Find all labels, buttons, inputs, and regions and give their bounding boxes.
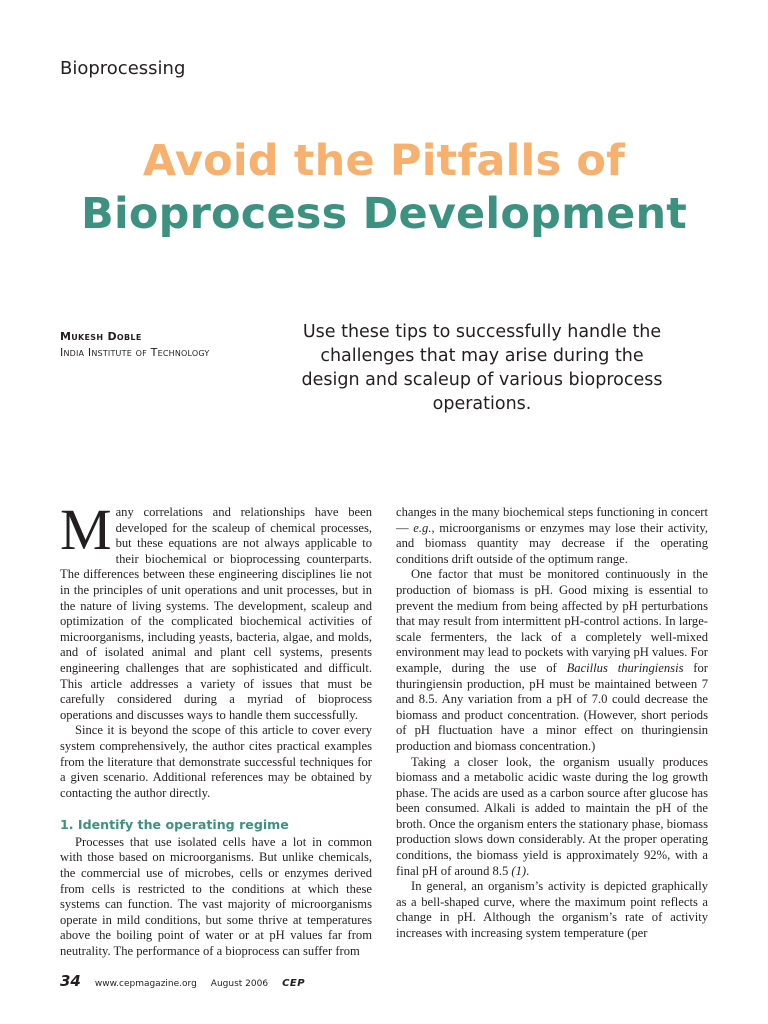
author-name: Mukesh Doble <box>60 330 142 343</box>
section-heading: 1. Identify the operating regime <box>60 817 289 833</box>
article-deck: Use these tips to successfully handle the challenges that may arise during the design and scaleup of various bioprocess operations. <box>301 322 663 414</box>
body-paragraph: Processes that use isolated cells have a lot in common with those based on microorganisms. But unlike chemicals, the commercial use of microbes, cells or enzymes derived from cells is restricted to the conditions at which these systems can function. The vast majority of microorganisms operate in mild conditions, but some thrive at temperatures above the boiling point of water or at pH values far from neutrality. The performance of a bioprocess can suffer from <box>60 834 372 959</box>
page-footer <box>60 972 305 990</box>
text-run: . <box>526 863 530 878</box>
body-paragraph <box>396 505 708 567</box>
page-number: 34 <box>60 972 81 990</box>
intro-text: any correlations and relationships have been developed for the scaleup of chemical processes, but these equations are not always applicable to their biochemical or bioprocessing counterparts. The differences between these engineering disciplines lie not in the principles of unit operations and unit processes, but in the nature of living systems. The development, scaleup and optimization of the complicated biochemical activities of microorganisms, including yeasts, bacteria, algae, and molds, and of isolated animal and plant cell systems, presents engineering challenges that are sophisticated and difficult. This article addresses a variety of issues that must be carefully considered during a myriad of bioprocess operations and discusses ways to handle them successfully. <box>60 505 372 722</box>
body-paragraph <box>396 567 708 754</box>
text-run: for thuringiensin production, pH must be maintained between 7 and 8.5. Any variation from a pH of 7.0 could decrease the biomass and product concentration. (However, short periods of pH fluctuation have a minor effect on thuringiensin production and biomass concentration.) <box>396 660 708 753</box>
species-name: Bacillus thuringiensis <box>566 660 684 675</box>
author-affiliation: India Institute of Technology <box>60 346 210 359</box>
text-run: , microorganisms or enzymes may lose their activity, and biomass quantity may decrease if the operating conditions drift outside of the optimum range. <box>396 520 708 566</box>
reference-citation: (1) <box>511 863 527 878</box>
drop-cap: M <box>60 497 112 562</box>
body-paragraph <box>396 755 708 880</box>
footer-date: August 2006 <box>210 979 269 989</box>
intro-paragraph <box>60 497 372 723</box>
cep-logo: CEP <box>282 978 306 989</box>
text-run: Taking a closer look, the organism usually produces biomass and a metabolic acidic waste during the log growth phase. The acids are used as a carbon source after glucose has been consumed. Alkali is added to maintain the pH of the broth. Once the organism enters the stationary phase, biomass production slows down considerably. At the proper operating conditions, the biomass yield is approximately 92%, with a final pH of around 8.5 <box>396 754 708 878</box>
body-paragraph: In general, an organism’s activity is depicted graphically as a bell-shaped curve, where the maximum point reflects a change in pH. Although the organism’s rate of activity increases with increasing system temperature (per <box>396 879 708 941</box>
article-title-line-2: Bioprocess Development <box>80 189 688 239</box>
body-column-left <box>60 497 372 960</box>
section-label: Bioprocessing <box>60 58 186 79</box>
article-title-line-1: Avoid the Pitfalls of <box>142 136 626 186</box>
text-run: changes in the many biochemical steps functioning in concert — <box>396 505 708 535</box>
author-block <box>60 329 209 361</box>
footer-url: www.cepmagazine.org <box>94 979 197 989</box>
body-paragraph: Since it is beyond the scope of this article to cover every system comprehensively, the author cites practical examples from the literature that demonstrate successful techniques for a given scenario. Additional references may be obtained by contacting the author directly. <box>60 723 372 800</box>
body-column-right <box>396 505 708 942</box>
text-run: One factor that must be monitored continuously in the production of biomass is pH. Good mixing is essential to prevent the medium from being affected by pH perturbations that may result from intermittent pH-control actions. In large-scale fermenters, the lack of a completely well-mixed environment may lead to pockets with varying pH values. For example, during the use of <box>396 567 708 675</box>
italic-text: e.g. <box>413 520 432 535</box>
